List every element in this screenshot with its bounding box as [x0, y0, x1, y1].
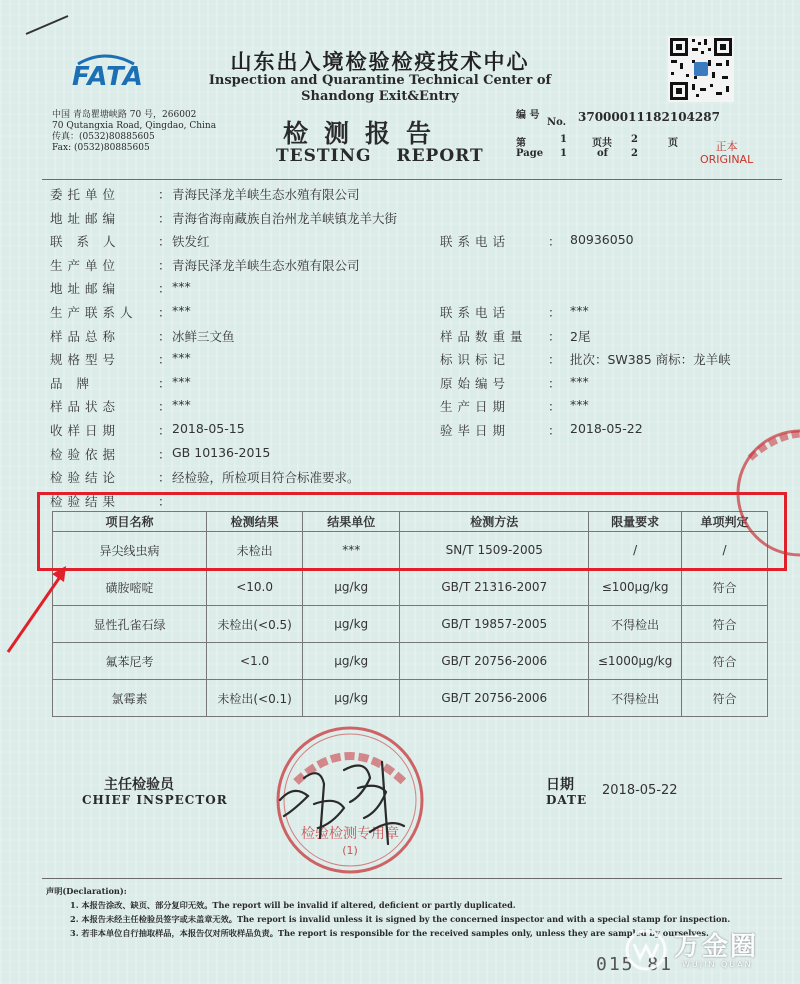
table-cell: μg/kg — [303, 606, 400, 643]
col-judgement: 单项判定 — [681, 512, 767, 532]
table-cell: μg/kg — [303, 569, 400, 606]
info-label: 联 系 人 — [50, 234, 121, 250]
info-label: 检验结论 — [50, 470, 121, 486]
info-label: 样品状态 — [50, 399, 121, 415]
page-num: 1 — [560, 134, 567, 145]
page-total: 2 — [631, 134, 638, 145]
table-cell: 不得检出 — [589, 680, 682, 717]
original-en: ORIGINAL — [700, 153, 754, 166]
table-cell: <10.0 — [207, 569, 303, 606]
info-value: *** — [172, 397, 191, 413]
table-cell: <1.0 — [207, 643, 303, 680]
info-colon: ： — [158, 352, 171, 368]
info-label-2: 验毕日期 — [440, 423, 511, 438]
info-label: 地址邮编 — [50, 281, 121, 297]
col-unit: 结果单位 — [303, 512, 400, 532]
table-cell: 符合 — [681, 643, 767, 680]
inspector-signature — [274, 748, 414, 858]
col-method: 检测方法 — [400, 512, 589, 532]
info-label-2: 样品数重量 — [440, 328, 528, 344]
date-value: 2018-05-22 — [602, 783, 678, 798]
stamp-text: 检验检测专用章 — [301, 826, 399, 842]
inspector-label-en: CHIEF INSPECTOR — [82, 793, 228, 807]
stamp-num: (1) — [342, 844, 358, 857]
page-unit: 页 — [668, 138, 678, 149]
info-label: 样品总称 — [50, 328, 121, 344]
table-cell: 不得检出 — [589, 606, 682, 643]
info-colon: ： — [548, 399, 561, 415]
table-cell: 符合 — [681, 606, 767, 643]
info-value: 经检验，所检项目符合标准要求。 — [172, 470, 360, 486]
inspector-label-cn: 主任检验员 — [104, 777, 174, 793]
info-label-2: 原始编号 — [440, 375, 511, 391]
col-result: 检测结果 — [207, 512, 303, 532]
info-label: 品 牌 — [50, 375, 94, 391]
info-label: 规格型号 — [50, 352, 121, 368]
qr-code — [668, 36, 734, 102]
table-cell: SN/T 1509-2005 — [400, 532, 589, 569]
logo-text: FATA — [72, 62, 144, 92]
info-colon: ： — [158, 281, 171, 297]
declaration-item-3: 3. 若非本单位自行抽取样品，本报告仅对所收样品负责。The report is responsible for the received samples only, unless they are sampled by ourselves. — [70, 928, 709, 938]
info-colon: ： — [158, 423, 171, 438]
info-value: *** — [172, 373, 191, 389]
info-value-2: 2尾 — [570, 328, 591, 344]
info-colon: ： — [548, 375, 561, 391]
declaration-title: 声明(Declaration): — [46, 886, 127, 896]
col-item-name: 项目名称 — [53, 512, 207, 532]
page-label-en: Page — [516, 148, 544, 159]
table-cell: GB/T 20756-2006 — [400, 643, 589, 680]
info-colon: ： — [548, 234, 561, 250]
fata-logo — [70, 52, 144, 96]
col-limit: 限量要求 — [589, 512, 682, 532]
info-colon: ： — [158, 375, 171, 391]
org-name-en-1: Inspection and Quarantine Technical Center of — [208, 73, 552, 88]
info-colon: ： — [158, 493, 171, 509]
info-label-2: 联系电话 — [440, 305, 511, 320]
page-total-en: 2 — [631, 148, 638, 159]
table-row — [53, 643, 768, 680]
info-label: 地址邮编 — [50, 210, 121, 226]
watermark-text: 万金圈 — [674, 932, 759, 962]
info-label-2: 生产日期 — [440, 399, 511, 415]
table-cell: 符合 — [681, 680, 767, 717]
info-value: 铁发红 — [172, 234, 210, 250]
table-cell: GB/T 21316-2007 — [400, 569, 589, 606]
table-cell: μg/kg — [303, 680, 400, 717]
page-of: of — [597, 148, 608, 159]
table-row — [53, 606, 768, 643]
info-label: 委托单位 — [50, 187, 121, 202]
table-cell: 未检出 — [207, 532, 303, 569]
info-value: 冰鲜三文鱼 — [172, 328, 235, 344]
serial-number: 015 81 — [596, 954, 674, 975]
info-value: 青海省海南藏族自治州龙羊峡镇龙羊大街 — [172, 210, 398, 226]
info-colon: ： — [158, 187, 171, 202]
table-row — [53, 680, 768, 717]
table-cell: 异尖线虫病 — [53, 532, 207, 569]
info-value: 2018-05-15 — [172, 421, 245, 436]
info-label: 检验依据 — [50, 446, 121, 462]
report-no-label-en: No. — [547, 117, 567, 128]
table-row — [53, 569, 768, 606]
table-cell: GB/T 20756-2006 — [400, 680, 589, 717]
address-line-1: 中国 青岛瞿塘峡路 70 号，266002 — [52, 110, 197, 120]
info-colon: ： — [548, 423, 561, 438]
table-cell: 符合 — [681, 569, 767, 606]
original-cn: 正本 — [715, 140, 738, 153]
report-no-label-cn: 编 号 — [516, 110, 540, 121]
info-colon: ： — [158, 210, 171, 226]
info-colon: ： — [158, 399, 171, 415]
table-cell: 显性孔雀石绿 — [53, 606, 207, 643]
info-value-2: *** — [570, 397, 589, 413]
table-cell: / — [589, 532, 682, 569]
table-cell: ≤1000μg/kg — [589, 643, 682, 680]
table-cell: 未检出(<0.1) — [207, 680, 303, 717]
page-label-cn: 第 — [516, 138, 526, 149]
info-label-2: 联系电话 — [440, 234, 511, 250]
info-colon: ： — [158, 305, 171, 320]
report-title-cn: 检测报告 — [283, 119, 448, 148]
declaration-item-1: 1. 本报告涂改、缺页、部分复印无效。The report will be invalid if altered, deficient or partly duplicated. — [70, 900, 516, 910]
info-value: 青海民泽龙羊峡生态水殖有限公司 — [172, 187, 360, 202]
watermark — [622, 924, 792, 978]
info-colon: ： — [158, 234, 171, 250]
page-total-label: 页共 — [592, 138, 612, 149]
table-cell: μg/kg — [303, 643, 400, 680]
info-value-2: 2018-05-22 — [570, 421, 643, 436]
info-value: *** — [172, 350, 191, 366]
info-label: 检验结果 — [50, 493, 121, 509]
info-value-2: 80936050 — [570, 232, 634, 248]
footer-divider — [42, 878, 782, 879]
org-name-cn: 山东出入境检验检疫技术中心 — [230, 49, 530, 74]
info-colon: ： — [548, 305, 561, 320]
address-line-4: Fax: (0532)80885605 — [52, 143, 150, 153]
info-label-2: 标识标记 — [440, 352, 511, 368]
page-num-en: 1 — [560, 148, 567, 159]
info-colon: ： — [158, 470, 171, 486]
declaration-item-2: 2. 本报告未经主任检验员签字或未盖章无效。The report is invalid unless it is signed by the concerned inspector and with a special stamp for inspection. — [70, 914, 731, 924]
info-value-2: *** — [570, 303, 589, 318]
table-cell: 氯霉素 — [53, 680, 207, 717]
info-value: *** — [172, 303, 191, 318]
date-label-en: DATE — [546, 793, 588, 807]
table-cell: / — [681, 532, 767, 569]
highlight-arrow — [0, 560, 80, 660]
table-cell: 磺胺嘧啶 — [53, 569, 207, 606]
highlight-box — [37, 492, 787, 571]
table-cell: ≤100μg/kg — [589, 569, 682, 606]
scratch-mark — [22, 10, 72, 40]
table-cell: GB/T 19857-2005 — [400, 606, 589, 643]
info-label: 生产单位 — [50, 257, 121, 273]
side-stamp — [720, 428, 800, 558]
info-label: 收样日期 — [50, 423, 121, 438]
info-colon: ： — [158, 257, 171, 273]
address-line-3: 传真：(0532)80885605 — [52, 132, 155, 142]
info-value-2: *** — [570, 373, 589, 389]
watermark-logo-icon — [624, 928, 668, 972]
info-label: 生产联系人 — [50, 305, 138, 320]
original-mark — [700, 140, 753, 166]
info-value: GB 10136-2015 — [172, 444, 271, 460]
date-label-cn: 日期 — [546, 777, 574, 793]
info-value: 青海民泽龙羊峡生态水殖有限公司 — [172, 257, 360, 273]
table-cell: *** — [303, 532, 400, 569]
org-name-en-2: Shandong Exit&Entry — [301, 89, 459, 104]
info-colon: ： — [548, 328, 561, 344]
watermark-text-en: WUJIN QUAN — [682, 960, 753, 969]
info-value: *** — [172, 279, 191, 295]
table-cell: 未检出(<0.5) — [207, 606, 303, 643]
info-colon: ： — [548, 352, 561, 368]
info-value-2: 批次：SW385 商标：龙羊峡 — [570, 352, 731, 368]
header-divider — [42, 179, 782, 180]
info-colon: ： — [158, 446, 171, 462]
report-title-en: TESTING REPORT — [276, 146, 484, 166]
table-cell: 氟苯尼考 — [53, 643, 207, 680]
info-colon: ： — [158, 328, 171, 344]
report-no-value: 37000011182104287 — [578, 110, 720, 124]
address-line-2: 70 Qutangxia Road, Qingdao, China — [52, 121, 217, 131]
